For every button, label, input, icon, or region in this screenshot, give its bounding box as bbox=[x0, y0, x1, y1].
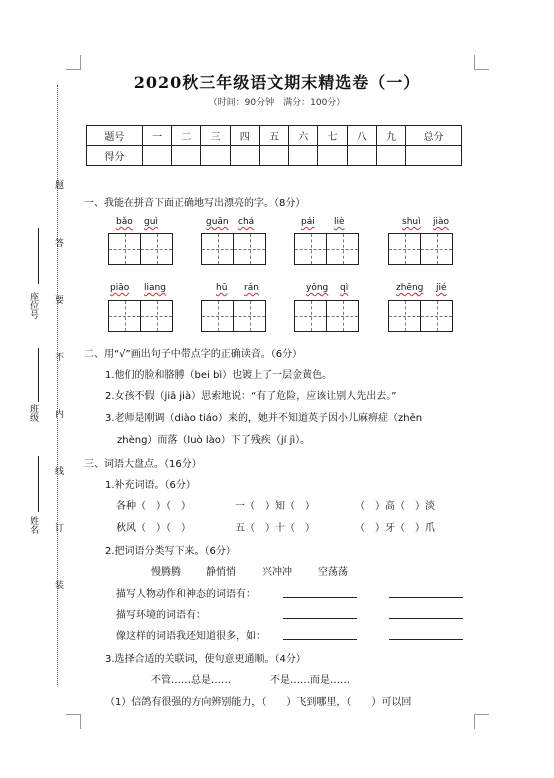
score-label-cell: 得分 bbox=[87, 146, 143, 166]
writing-grid[interactable] bbox=[388, 300, 421, 332]
writing-grid[interactable] bbox=[201, 300, 234, 332]
score-cell[interactable] bbox=[406, 146, 462, 166]
crop-mark bbox=[474, 714, 489, 729]
section-3-heading: 三、词语大盘点。（16分） bbox=[84, 459, 202, 470]
table-row bbox=[87, 126, 462, 146]
answer-line[interactable] bbox=[283, 618, 357, 619]
crop-mark bbox=[474, 55, 489, 70]
score-cell[interactable] bbox=[318, 146, 347, 166]
seal-char: 答 bbox=[53, 238, 63, 247]
word-option: 慢腾腾 bbox=[151, 567, 181, 578]
writing-grid[interactable] bbox=[108, 233, 141, 265]
subquestion-heading: 3.选择合适的关联词，使句意更通顺。（4分） bbox=[105, 654, 306, 665]
pinyin-label: zhēng bbox=[396, 283, 424, 293]
subquestion-heading: 2.把词语分类写下来。（6分） bbox=[105, 546, 236, 557]
score-cell[interactable] bbox=[201, 146, 230, 166]
name-label: 姓名 bbox=[28, 516, 38, 534]
seal-char: 内 bbox=[53, 409, 63, 418]
fill-blank-item[interactable]: 各种（ ）（ ） bbox=[116, 501, 191, 512]
conjunction-option: 不管……总是…… bbox=[151, 675, 231, 686]
score-cell[interactable] bbox=[376, 146, 405, 166]
pinyin-label: qì bbox=[340, 283, 349, 293]
table-header-cell: 总分 bbox=[406, 126, 462, 146]
fill-blank-item[interactable]: 一（ ）知（ ） bbox=[235, 501, 315, 512]
question-text: 2.女孩不假（jiā jià）思索地说：“有了危险，应该让别人先出去。” bbox=[105, 391, 397, 402]
score-cell[interactable] bbox=[142, 146, 171, 166]
conjunction-option: 不是……而是…… bbox=[270, 675, 350, 686]
pinyin-label: jiào bbox=[433, 217, 450, 227]
seal-char: 线 bbox=[53, 466, 63, 475]
table-row bbox=[87, 146, 462, 166]
section-2-heading: 二、用“√”画出句子中带点字的正确读音。（6分） bbox=[84, 349, 303, 360]
table-header-cell: 七 bbox=[318, 126, 347, 146]
table-header-cell: 九 bbox=[376, 126, 405, 146]
writing-grid[interactable] bbox=[294, 300, 327, 332]
table-header-cell: 二 bbox=[172, 126, 201, 146]
writing-grid[interactable] bbox=[140, 300, 173, 332]
seal-char: 订 bbox=[53, 523, 63, 532]
writing-grid[interactable] bbox=[108, 300, 141, 332]
score-cell[interactable] bbox=[347, 146, 376, 166]
fill-blank-item[interactable]: 五（ ）十（ ） bbox=[235, 523, 315, 534]
pinyin-label: chá bbox=[238, 217, 255, 227]
pinyin-label: rán bbox=[244, 283, 259, 293]
crop-mark bbox=[66, 714, 81, 729]
fill-blank-item[interactable]: （ ）高（ ）淡 bbox=[355, 501, 435, 512]
writing-grid[interactable] bbox=[140, 233, 173, 265]
class-label: 班级 bbox=[28, 404, 38, 422]
subquestion-heading: 1.补充词语。（6分） bbox=[105, 480, 196, 491]
seat-number-line[interactable] bbox=[38, 228, 39, 284]
pinyin-label: hū bbox=[216, 283, 228, 293]
crop-mark bbox=[66, 55, 81, 70]
word-option: 静悄悄 bbox=[206, 567, 236, 578]
table-header-cell: 题号 bbox=[87, 126, 143, 146]
question-text: 1.他们的脸和胳膊（bei bì）也镀上了一层金黄色。 bbox=[105, 370, 333, 381]
table-header-cell: 五 bbox=[259, 126, 288, 146]
seal-char: 题 bbox=[53, 180, 63, 189]
answer-line[interactable] bbox=[389, 639, 463, 640]
score-cell[interactable] bbox=[289, 146, 318, 166]
pinyin-label: piāo bbox=[110, 283, 130, 293]
question-text: （1）信鸽有很强的方向辨别能力，（ ）飞到哪里，（ ）可以回 bbox=[105, 697, 412, 708]
category-prompt: 描写人物动作和神态的词语有： bbox=[116, 589, 256, 600]
pinyin-label: guì bbox=[144, 217, 158, 227]
answer-line[interactable] bbox=[389, 618, 463, 619]
writing-grid[interactable] bbox=[294, 233, 327, 265]
category-prompt: 像这样的词语我还知道很多，如： bbox=[116, 631, 266, 642]
pinyin-label: liang bbox=[144, 283, 166, 293]
table-header-cell: 四 bbox=[230, 126, 259, 146]
answer-line[interactable] bbox=[283, 639, 357, 640]
name-line[interactable] bbox=[38, 456, 39, 512]
question-text: zhèng）而落（luò lào）下了残疾（jí jì）。 bbox=[117, 435, 311, 446]
table-header-cell: 一 bbox=[142, 126, 171, 146]
writing-grid[interactable] bbox=[201, 233, 234, 265]
pinyin-label: pái bbox=[301, 217, 315, 227]
page-title: 2020秋三年级语文期末精选卷（一） bbox=[133, 73, 421, 92]
writing-grid[interactable] bbox=[326, 233, 359, 265]
word-option: 兴冲冲 bbox=[262, 567, 292, 578]
fill-blank-item[interactable]: （ ）牙（ ）爪 bbox=[355, 523, 435, 534]
seal-char: 装 bbox=[53, 580, 63, 589]
writing-grid[interactable] bbox=[233, 233, 266, 265]
seal-char: 要 bbox=[53, 295, 63, 304]
score-cell[interactable] bbox=[230, 146, 259, 166]
score-table bbox=[86, 125, 462, 166]
table-header-cell: 六 bbox=[289, 126, 318, 146]
seat-number-label: 座位号 bbox=[28, 292, 38, 319]
table-header-cell: 八 bbox=[347, 126, 376, 146]
pinyin-label: bǎo bbox=[116, 217, 133, 227]
score-cell[interactable] bbox=[172, 146, 201, 166]
score-cell[interactable] bbox=[259, 146, 288, 166]
writing-grid[interactable] bbox=[233, 300, 266, 332]
seal-char: 不 bbox=[53, 352, 63, 361]
section-1-heading: 一、我能在拼音下面正确地写出漂亮的字。（8分） bbox=[84, 198, 306, 209]
table-header-cell: 三 bbox=[201, 126, 230, 146]
pinyin-label: liè bbox=[334, 217, 345, 227]
pinyin-label: yǒng bbox=[306, 283, 329, 293]
class-line[interactable] bbox=[38, 348, 39, 402]
answer-line[interactable] bbox=[283, 597, 357, 598]
page-subtitle: （时间：90分钟 满分：100分） bbox=[208, 98, 346, 108]
writing-grid[interactable] bbox=[420, 300, 453, 332]
writing-grid[interactable] bbox=[420, 233, 453, 265]
writing-grid[interactable] bbox=[326, 300, 359, 332]
writing-grid[interactable] bbox=[388, 233, 421, 265]
pinyin-label: jié bbox=[436, 283, 447, 293]
binding-dotted-line bbox=[57, 85, 58, 685]
answer-line[interactable] bbox=[389, 597, 463, 598]
category-prompt: 描写环境的词语有： bbox=[116, 610, 206, 621]
fill-blank-item[interactable]: 秋风（ ）（ ） bbox=[116, 523, 191, 534]
pinyin-label: guān bbox=[206, 217, 229, 227]
word-option: 空荡荡 bbox=[318, 567, 348, 578]
question-text: 3.老师是刚调（diào tiáo）来的，她并不知道英子因小儿麻痹症（zhēn bbox=[105, 413, 423, 424]
pinyin-label: shuì bbox=[402, 217, 421, 227]
